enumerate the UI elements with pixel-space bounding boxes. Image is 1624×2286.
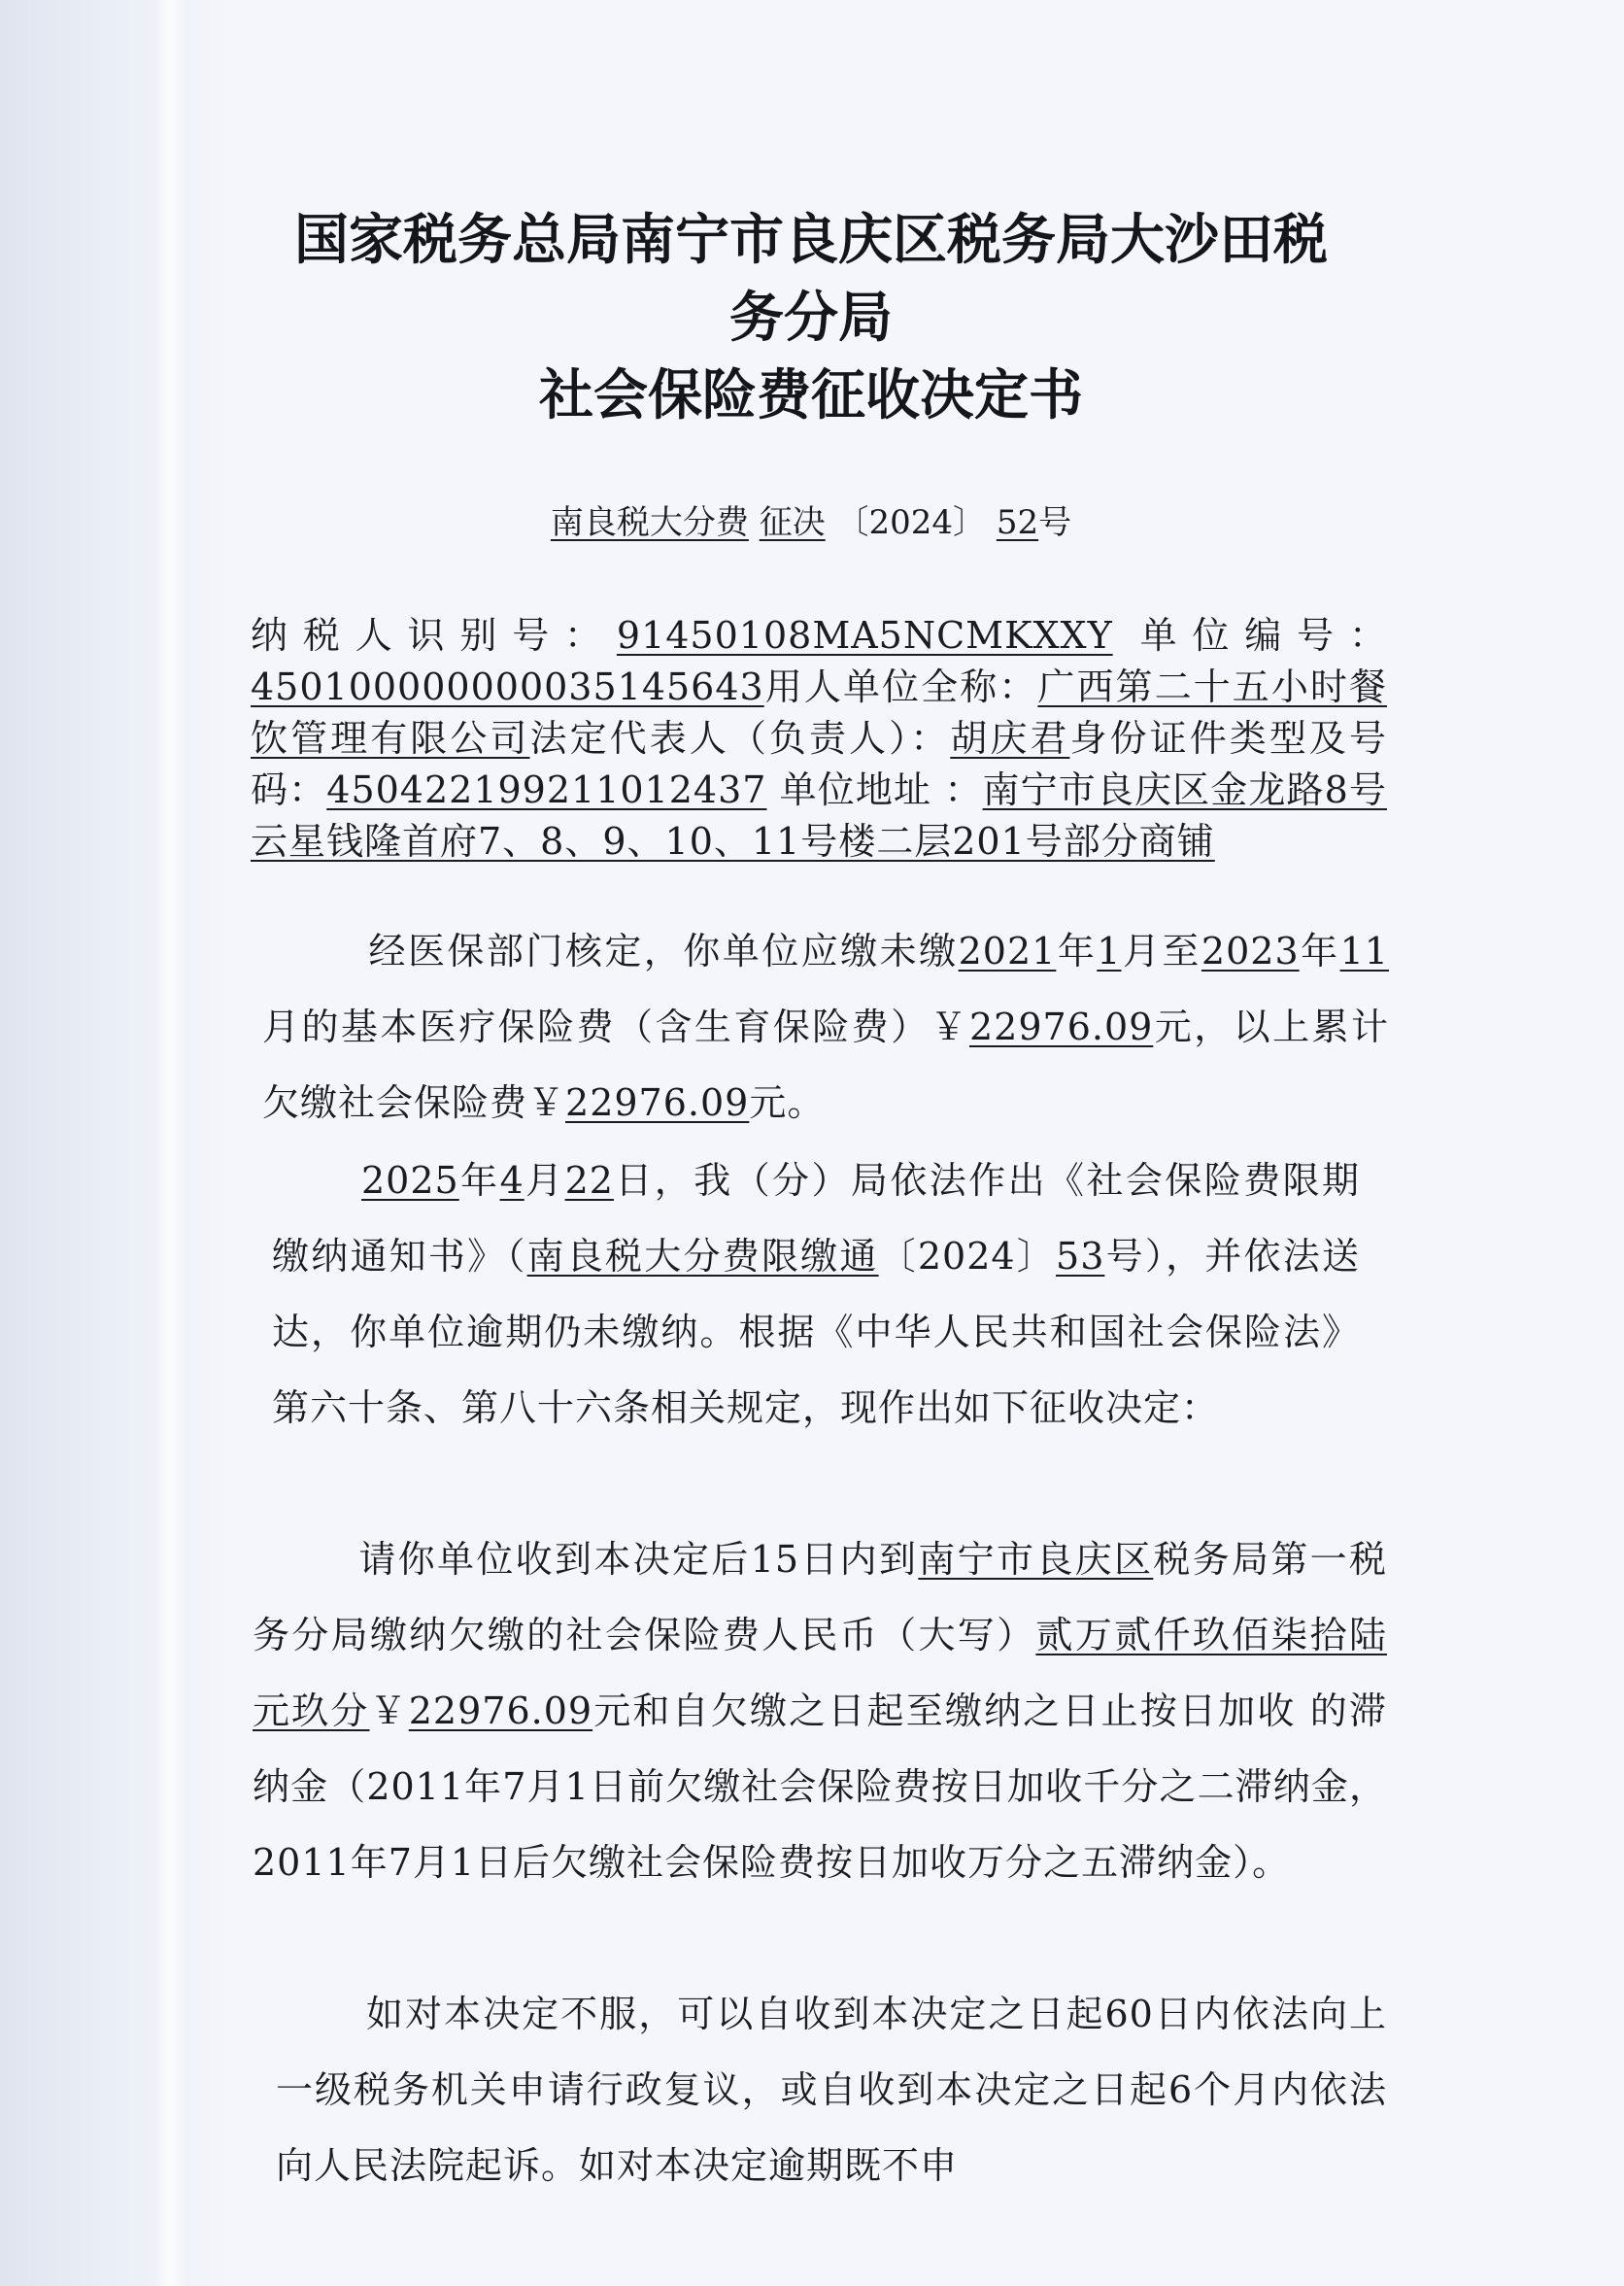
start-month: 1: [1097, 930, 1122, 972]
doc-suffix: 号: [1038, 503, 1072, 542]
doc-serial: 52: [996, 503, 1039, 542]
legal-rep-name: 胡庆君: [950, 717, 1070, 760]
taxpayer-info: [251, 610, 1387, 868]
notice-year: 2025: [361, 1159, 459, 1202]
insurance-type-text: 月的基本医疗保险费（含生育保险费）: [262, 1006, 930, 1048]
notice-legal-basis: 号），并依法送达，你单位逾期仍未缴纳。根据《中华人民共和国社会保险法》第六十条、第八十六条相关规定，现作出如下征收决定：: [272, 1235, 1360, 1429]
year-unit: 年: [1299, 930, 1340, 972]
owed-amount: 22976.09: [968, 1006, 1154, 1048]
id-label: 身份证件类型及号码：: [251, 717, 1387, 811]
currency-symbol: ￥: [930, 1006, 969, 1048]
unit-no-label: 单位编号：: [1139, 614, 1387, 657]
notice-month: 4: [499, 1159, 524, 1202]
title-line-3: 社会保险费征收决定书: [539, 364, 1083, 427]
month-to-text: 月至: [1121, 930, 1201, 972]
tax-office: 南宁市良庆区: [918, 1538, 1154, 1581]
currency-symbol: ￥: [369, 1689, 409, 1732]
legal-rep-label: 法定代表人（负责人）：: [529, 717, 951, 760]
payment-text: 税务局第一税务分局缴纳欠缴的社会保险费人民币（大写）: [253, 1538, 1387, 1656]
employer-label: 用人单位全称：: [763, 665, 1038, 708]
verification-text: 经医保部门核定，你单位应缴未缴: [367, 930, 959, 972]
notice-number: 53: [1056, 1235, 1105, 1278]
yuan-text: 元。: [749, 1081, 826, 1124]
appeal-paragraph: [276, 1976, 1387, 2203]
late-fee-text: 元和自欠缴之日起至缴纳之日止按日加收 的滞纳金（2011年7月1日前欠缴社会保险费按日加收千分之二滞纳金，2011年7月1日后欠缴社会保险费按日加收万分之五滞纳金）。: [253, 1689, 1387, 1884]
end-year: 2023: [1201, 930, 1300, 972]
title-line-1: 国家税务总局南宁市良庆区税务局大沙田税: [294, 209, 1328, 272]
doc-org-abbrev: 南良税大分费: [550, 503, 749, 542]
tax-id-value: 91450108MA5NCMKXXY: [616, 614, 1113, 657]
notice-paragraph: [272, 1143, 1360, 1446]
verification-paragraph: [262, 913, 1389, 1141]
document-number: [165, 494, 1457, 552]
decision-amount: 22976.09: [408, 1689, 593, 1732]
end-month: 11: [1339, 930, 1389, 972]
total-text: 元，以上累计欠缴社会保险费: [262, 1006, 1389, 1124]
decision-text: 请你单位收到本决定后15日内到: [357, 1538, 919, 1581]
currency-symbol: ￥: [527, 1081, 566, 1124]
year-unit: 年: [1056, 930, 1098, 972]
decision-paragraph: [253, 1521, 1387, 1900]
doc-year: 〔2024〕: [835, 503, 987, 542]
address-label: 单位地址 ：: [779, 768, 983, 811]
tax-id-label: 纳税人识别号：: [251, 614, 617, 657]
notice-year-bracket: 〔2024〕: [878, 1235, 1057, 1278]
address-value: 南宁市良庆区金龙路8号云星钱隆首府7、8、9、10、11号楼二层201号部分商铺: [251, 768, 1387, 863]
title-line-2: 务分局: [729, 287, 893, 350]
notice-abbrev: 南良税大分费限缴通: [526, 1235, 879, 1278]
id-number: 450422199211012437: [326, 768, 767, 811]
unit-no-value: 450100000000035145643: [251, 665, 764, 708]
total-owed-amount: 22976.09: [565, 1081, 750, 1124]
doc-type: 征决: [759, 503, 826, 542]
amount-in-words: 贰万贰仟玖佰柒拾陆元玖分: [253, 1614, 1387, 1732]
notice-day: 22: [564, 1159, 614, 1202]
appeal-text: 如对本决定不服，可以自收到本决定之日起60日内依法向上一级税务机关申请行政复议，或自收到本决定之日起6个月内依法向人民法院起诉。如对本决定逾期既不申: [276, 1993, 1387, 2187]
start-year: 2021: [958, 930, 1057, 972]
month-unit: 月: [524, 1159, 565, 1202]
notice-text: 日，我（分）局依法作出《社会保险费限期缴纳通知书》（: [272, 1159, 1360, 1278]
year-unit: 年: [458, 1159, 500, 1202]
employer-name: 广西第二十五小时餐饮管理有限公司: [251, 665, 1387, 760]
